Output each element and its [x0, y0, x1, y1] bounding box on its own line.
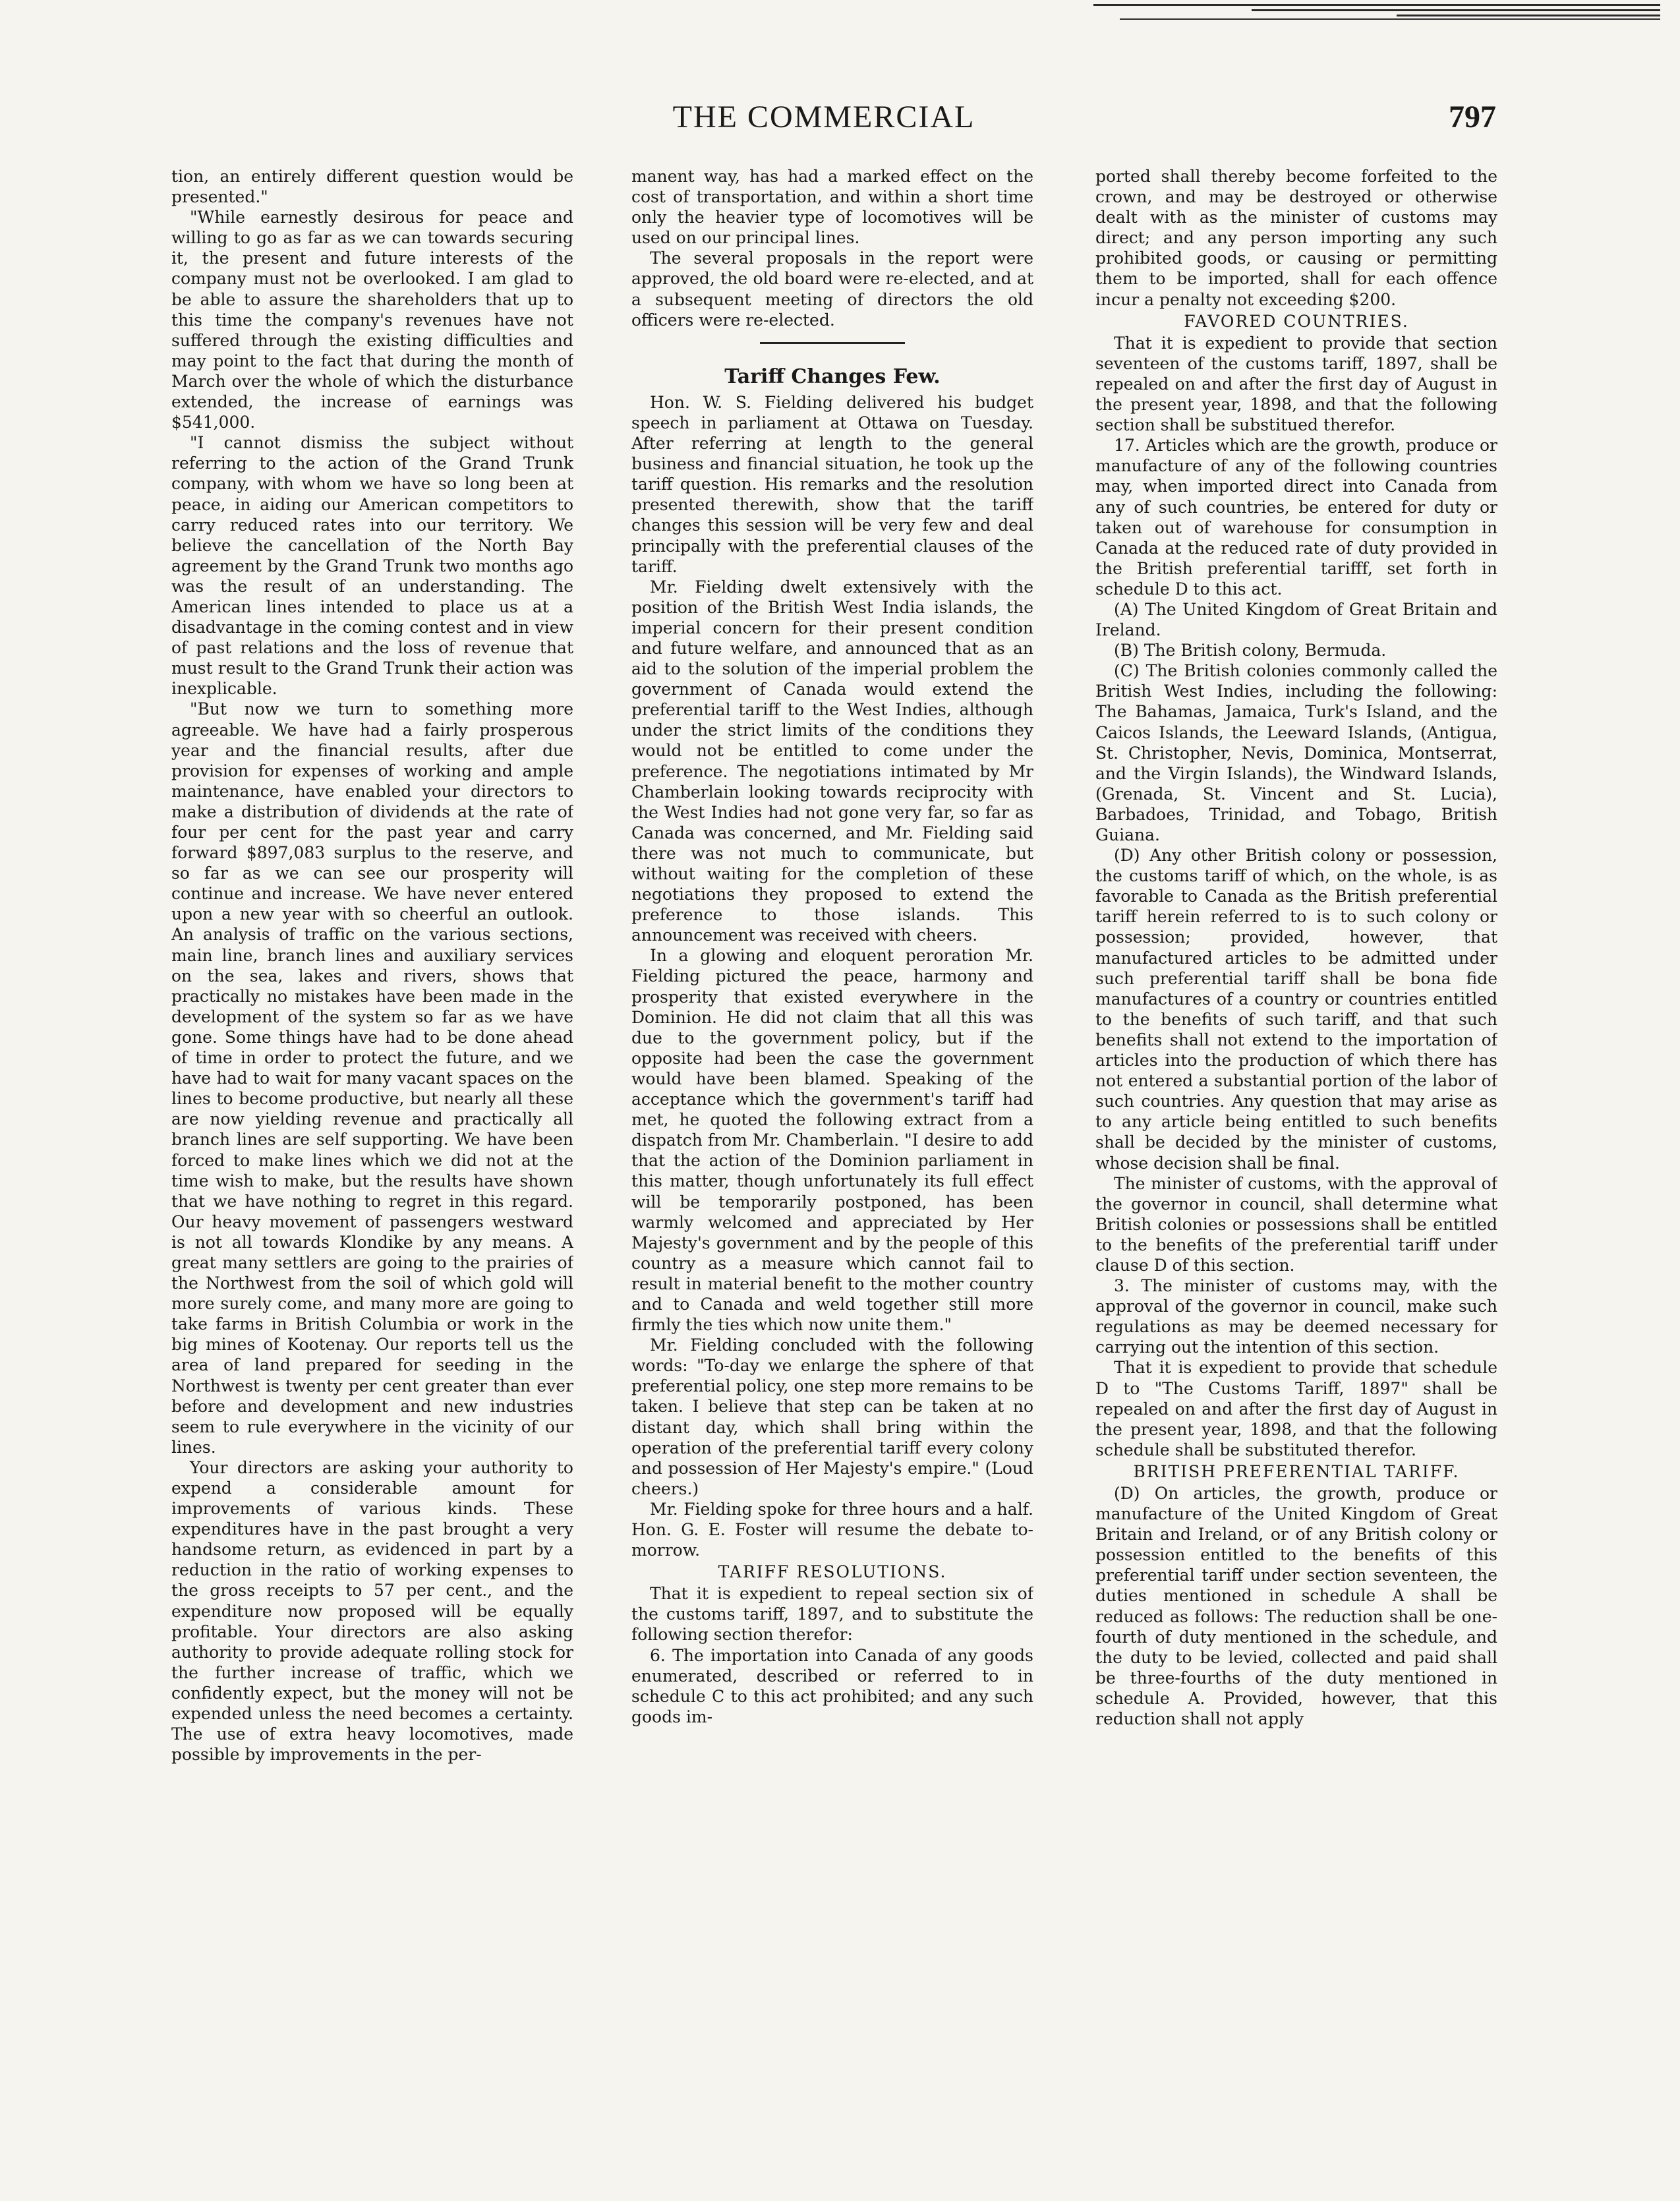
- paragraph: "While earnestly desirous for peace and willing to go as far as we can towards securing it, the present and future interests of the company must not be overlooked. I am glad to be able to assure the shareholders that up to this time the company's revenues have not suffered through the existing difficulties and may point to the fact that during the month of March over the whole of which the disturbance extended, the increase of earnings was $541,000.: [171, 208, 573, 432]
- paragraph: "But now we turn to something more agreeable. We have had a fairly prosperous year and the financial results, after due provision for expenses of working and ample maintenance, have enabled your directors to make a distribution of dividends at the rate of four per cent for the past year and carry forward $897,083 surplus to the reserve, and so far as we can see our prosperity will continue and increase. We have never entered upon a new year with so cheerful an outlook. An analysis of traffic on the various sections, main line, branch lines and auxiliary services on the sea, lakes and rivers, shows that practically no mistakes have been made in the development of the system so far as we have gone. Some things have had to be done ahead of time in order to protect the future, and we have had to wait for many vacant spaces on the lines to become productive, but nearly all these are now yielding revenue and practically all branch lines are self supporting. We have been forced to make lines which we did not at the time wish to make, but the results have shown that we have nothing to regret in this regard. Our heavy movement of passengers westward is not all towards Klondike by any means. A great many settlers are going to the prairies of the Northwest from the soil of which gold will more surely come, and many more are going to take farms in British Columbia or work in the big mines of Kootenay. Our reports tell us the area of land prepared for seeding in the Northwest is twenty per cent greater than ever before and development and new industries seem to rule everywhere in the vicinity of our lines.: [171, 699, 573, 1457]
- paragraph: Mr. Fielding concluded with the following words: "To-day we enlarge the sphere of that preferential policy, one step more remains to be taken. I believe that step can be taken at no distant day, which shall bring within the operation of the preferential tariff every colony and possession of Her Majesty's empire." (Loud cheers.): [631, 1335, 1033, 1498]
- page-number: 797: [1449, 100, 1496, 134]
- paragraph: 6. The importation into Canada of any goods enumerated, described or referred to in schedule C to this act prohibited; and any such goods im-: [631, 1645, 1033, 1726]
- paragraph: 17. Articles which are the growth, produce or manufacture of any of the following countries may, when imported direct into Canada from any of such countries, be entered for duty or taken out of warehouse for consumption in Canada at the reduced rate of duty provided in the British preferential tarifff, set forth in schedule D to this act.: [1095, 436, 1497, 599]
- paragraph: In a glowing and eloquent peroration Mr. Fielding pictured the peace, harmony and prosperity that existed everywhere in the Dominion. He did not claim that all this was due to the government policy, but if the opposite had been the case the government would have been blamed. Speaking of the acceptance which the government's tariff had met, he quoted the following extract from a dispatch from Mr. Chamberlain. "I desire to add that the action of the Dominion parliament in this matter, though unfortunately its full effect will be temporarily postponed, has been warmly welcomed and appreciated by Her Majesty's government and by the people of this country as a measure which cannot fail to result in material benefit to the mother country and to Canada and weld together still more firmly the ties which now unite them.": [631, 946, 1033, 1335]
- paragraph: tion, an entirely different question would be presented.": [171, 167, 573, 207]
- paragraph: "I cannot dismiss the subject without referring to the action of the Grand Trunk company, with whom we have so long been at peace, in aiding our American competitors to carry reduced rates into our territory. We believe the cancellation of the North Bay agreement by the Grand Trunk two months ago was the result of an understanding. The American lines intended to place us at a disadvantage in the coming contest and in view of past relations and the loss of revenue that must result to the Grand Trunk their action was inexplicable.: [171, 433, 573, 699]
- publication-title: THE COMMERCIAL: [672, 100, 975, 134]
- paragraph: (D) On articles, the growth, produce or manufacture of the United Kingdom of Great Britain and Ireland, or of any British colony or possession entitled to the benefits of this preferential tariff under section seventeen, the duties mentioned in schedule A shall be reduced as follows: The reduction shall be one-fourth of duty mentioned in the schedule, and the duty to be levied, collected and paid shall be three-fourths of the duty mentioned in schedule A. Provided, however, that this reduction shall not apply: [1095, 1484, 1497, 1729]
- article-headline: Tariff Changes Few.: [724, 365, 941, 388]
- scan-artifact-marks: [1093, 4, 1660, 24]
- paragraph: Hon. W. S. Fielding delivered his budget speech in parliament at Ottawa on Tuesday. After referring at length to the general business and financial situation, he took up the tariff question. His remarks and the resolution presented therewith, show that the tariff changes this session will be very few and deal principally with the preferential clauses of the tariff.: [631, 392, 1033, 576]
- paragraph: That it is expedient to provide that schedule D to "The Customs Tariff, 1897" shall be repealed on and after the first day of August in the present year, 1898, and that the following schedule shall be substituted therefor.: [1095, 1358, 1497, 1459]
- paragraph: 3. The minister of customs may, with the approval of the governor in council, make such regulations as may be deemed necessary for carrying out the intention of this section.: [1095, 1276, 1497, 1357]
- paragraph: (B) The British colony, Bermuda.: [1114, 641, 1387, 660]
- paragraph: Mr. Fielding dwelt extensively with the position of the British West India islands, the imperial concern for their present condition and future welfare, and announced that as an aid to the solution of the imperial problem the government of Canada would extend the preferential tariff to the West Indies, although under the strict limits of the conditions they would not be entitled to come under the preference. The negotiations intimated by Mr Chamberlain looking towards reciprocity with the West Indies had not gone very far, so far as Canada was concerned, and Mr. Fielding said there was not much to communicate, but without waiting for the completion of these negotiations they proposed to extend the preference to those islands. This announcement was received with cheers.: [631, 577, 1033, 945]
- section-subheading: BRITISH PREFERENTIAL TARIFF.: [1133, 1461, 1460, 1481]
- paragraph: (C) The British colonies commonly called the British West Indies, including the following: The Bahamas, Jamaica, Turk's Island, and the Caicos Islands, the Leeward Islands, (Antigua, St. Christopher, Nevis, Dominica, Montserrat, and the Virgin Islands), the Windward Islands, (Grenada, St. Vincent and St. Lucia), Barbadoes, Trinidad, and Tobago, British Guiana.: [1095, 661, 1497, 844]
- section-subheading: TARIFF RESOLUTIONS.: [718, 1562, 947, 1582]
- paragraph: (A) The United Kingdom of Great Britain and Ireland.: [1095, 599, 1497, 640]
- section-divider: [760, 342, 905, 344]
- column-2: [631, 166, 1033, 2170]
- paragraph: Your directors are asking your authority to expend a considerable amount for improvements of various kinds. These expenditures have in the past brought a very handsome return, as evidenced in part by a reduction in the ratio of working expenses to the gross receipts to 57 per cent., and the expenditure now proposed will be equally profitable. Your directors are also asking authority to provide adequate rolling stock for the further increase of traffic, which we confidently expect, but the money will not be expended unless the need becomes a certainty. The use of extra heavy locomotives, made possible by improvements in the per-: [171, 1457, 573, 1765]
- paragraph: That it is expedient to repeal section six of the customs tariff, 1897, and to substitute the following section therefor:: [631, 1584, 1033, 1645]
- column-1: [171, 166, 573, 2170]
- page-header: [152, 99, 1496, 145]
- paragraph: Mr. Fielding spoke for three hours and a half. Hon. G. E. Foster will resume the debate to-morrow.: [631, 1499, 1033, 1560]
- paragraph: The minister of customs, with the approval of the governor in council, shall determine what British colonies or possessions shall be entitled to the benefits of the preferential tariff under clause D of this section.: [1095, 1173, 1497, 1275]
- paragraph: The several proposals in the report were approved, the old board were re-elected, and at a subsequent meeting of directors the old officers were re-elected.: [631, 249, 1033, 330]
- paragraph: (D) Any other British colony or possession, the customs tariff of which, on the whole, is as favorable to Canada as the British preferential tariff herein referred to is to such colony or possession; provided, however, that manufactured articles to be admitted under such preferential tariff shall be bona fide manufactures of a country or countries entitled to the benefits of such tariff, and that such benefits shall not extend to the importation of articles into the production of which there has not entered a substantial portion of the labor of such countries. Any question that may arise as to any article being entitled to such benefits shall be decided by the minister of customs, whose decision shall be final.: [1095, 846, 1497, 1173]
- paragraph: manent way, has had a marked effect on the cost of transportation, and within a short time only the heavier type of locomotives will be used on our principal lines.: [631, 167, 1033, 248]
- paragraph: ported shall thereby become forfeited to the crown, and may be destroyed or otherwise dealt with as the minister of customs may direct; and any person importing any such prohibited goods, or causing or permitting them to be imported, shall for each offence incur a penalty not exceeding $200.: [1095, 167, 1497, 309]
- section-subheading: FAVORED COUNTRIES.: [1184, 311, 1409, 331]
- paragraph: That it is expedient to provide that section seventeen of the customs tariff, 1897, shall be repealed on and after the first day of August in the present year, 1898, and that the following section shall be substitued therefor.: [1095, 333, 1497, 435]
- column-3: [1095, 166, 1497, 2170]
